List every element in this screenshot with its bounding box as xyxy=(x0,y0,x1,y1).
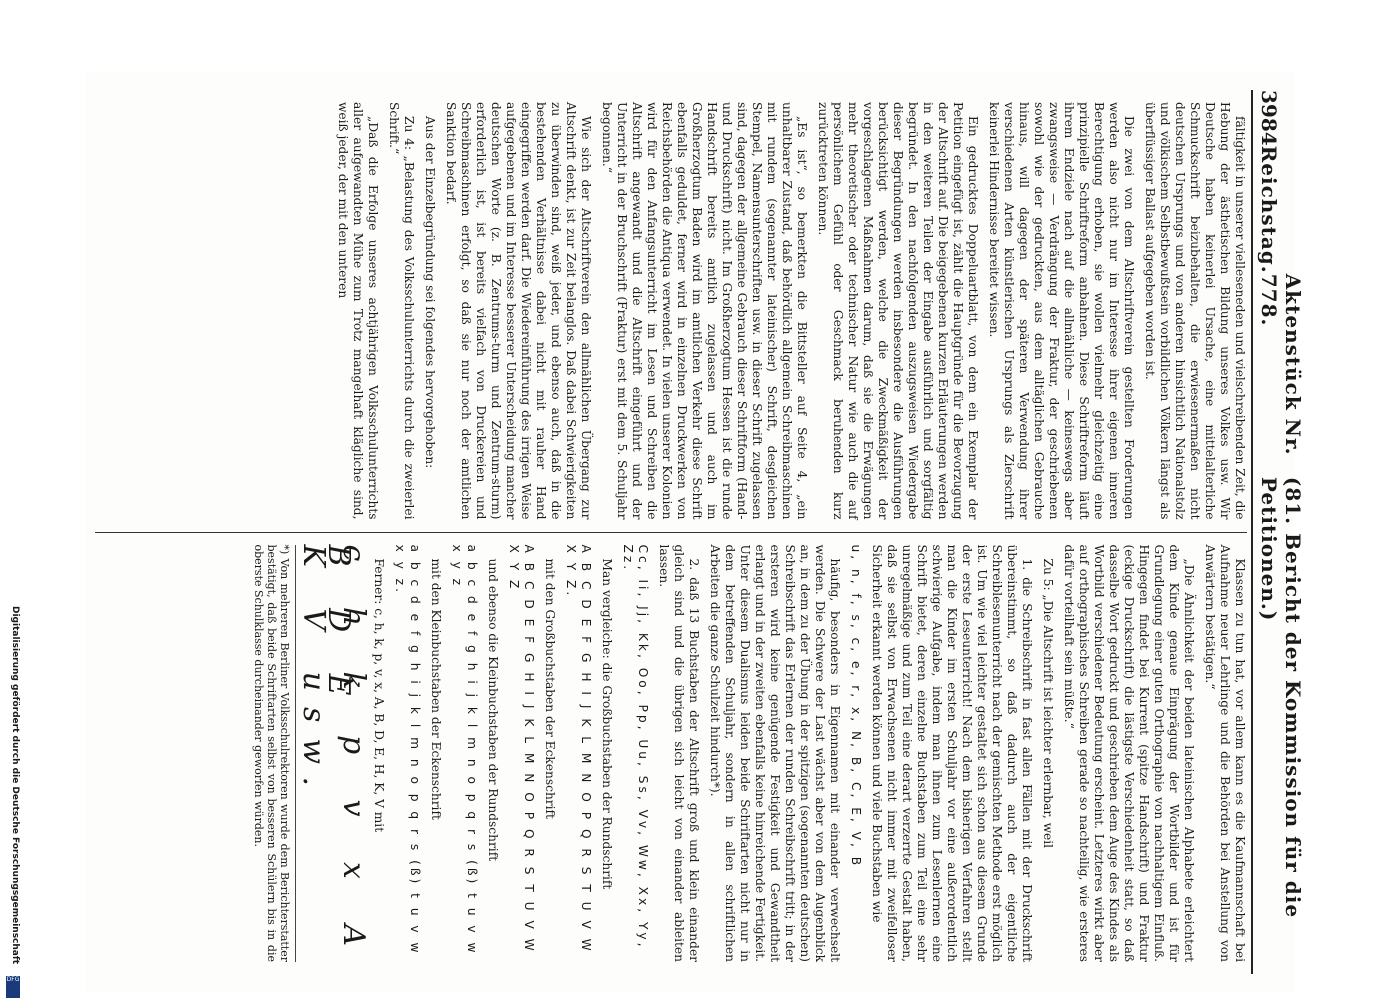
paragraph: Die zwei von dem Altschriftverein gestellten Forderungen werden also nicht nur im Interesse ihrer eigenen inneren Berechtigung erhoben, sie wollen vielmehr gleichzeitig eine prinzipielle Schriftreform anbahnen. Diese Schriftreform läuft ihrem Endziele nach auf die allmähliche — keineswegs aber zwangsweise — Verdrängung der Fraktur, der geschriebenen sowohl wie der gedruckten, aus dem alltäglichen Gebrauche hinaus, will dagegen der späteren Verwendung ihrer verschiedenen Arten künstlerischen Ursprungs als Zierschrift keinerlei Hindernisse bereitet wissen. xyxy=(987,102,1136,520)
paragraph: Aus der Einzelbegründung sei folgendes hervorgehoben: xyxy=(423,116,437,469)
alphabet-line: a b c d e f g h i j k l m n o p q r s (ß) t u v w x y z. xyxy=(393,544,422,956)
paragraph: Wie sich der Altschriftverein den allmählichen Übergang zur Altschrift denkt, ist zur Zeit belanglos. Daß dabei Schwierigkeiten zu überwinden sind, weiß jeder, und ebenso auch, daß in die bestehenden Verhältnisse dabei nicht mit rauher Hand eingegriffen werden darf. Die Wiedereinführung des irrigen Weise aufgegebenen und im Interesse besserer Unterscheidung mancher deutschen Worte (z. B. Zentrums-turm und Zentrum-sturm) erforderlich ist, ist bereits vielfach von Druckereien und Schreibmaschinen erfolgt, so daß sie nur noch der amtlichen Sanktion bedarf. xyxy=(444,102,593,520)
column-left xyxy=(95,90,1247,532)
letter-example: Cc, Ii, Jj, Kk, Oo, Pp, Uu, Ss, Vv, Ww, Xx, Yy, Zz. xyxy=(621,544,650,950)
paragraph: 1. die Schreibschrift in fast allen Fällen mit der Druckschrift übereinstimmt, so daß dadurch auch der eigentliche Schreiblesenunterricht nach der gemischten Methode erst möglich ist. Um wie viel leichter gestaltet sich schon aus diesem Grunde der erste Leseunterricht! Nach dem bisherigen Verfahren stellt man die Kinder im ersten Schuljahr vor eine außerordentlich schwierige Aufgabe, indem man ihnen zum Lesenlernen eine Schrift bietet, deren einzelne Buchstaben zum Teil eine sehr unregelmäßige und zum Teil eine derart verzerrte Gestalt haben, daß sie selbst von Erwachsenen nicht immer mit zweifelloser Sicherheit erkannt werden können und viele Buchstaben wie xyxy=(870,544,1034,962)
paragraph: fältigkeit in unserer vielleseneden und vielschreibenden Zeit, die Hebung der ästhetischen Bildung unseres Volkes usw. Wir Deutsche haben keinerlei Ursache, eine mittelalterliche Schmuckschrift beizubehalten, die erwiesenermaßen nicht deutschen Ursprungs und von anderen hinsichtlich Nationalstolz und völkischem Selbstbewußtsein vorbildlichen Völkern längst als überflüssiger Ballast aufgegeben worden ist. xyxy=(1143,102,1247,520)
attribution-text: Digitalisierung gefördert durch die Deutsche Forschungsgemeinschaft xyxy=(10,606,20,965)
paragraph: „Daß die Erfolge unseres achtjährigen Volksschulunterrichts aller aufgewandten Mühe zum Trotz mangelhaft klägliche sind, weiß jeder, der mit den unteren xyxy=(336,102,380,520)
column-right xyxy=(95,533,1247,975)
paragraph: „Die Ähnlichkeit der beiden lateinischen Alphabete erleichtert dem Kinde genaue Einprägung der Wortbilder und ist für Grundlegung einer guten Orthographie von nachhaltigem Einfluß. Hingegen findet bei Kurrent (spitze Handschrift) und Fraktur (eckige Druckschrift) die lästigste Verschiedenheit statt, so daß dasselbe Wort gedruckt und geschrieben dem Auge des Kindes als Wortbild verschiedener Bedeutung erscheint. Letzteres wirkt aber auf orthographisches Schreiben gerade so nachteilig, wie ersteres dafür vorteilhaft sein müßte.“ xyxy=(1062,544,1196,962)
header-left: Reichstag. xyxy=(1257,145,1281,274)
header-center: Aktenstück Nr. 778. xyxy=(1257,273,1305,456)
page-number: 3984 xyxy=(1257,90,1281,146)
dfg-logo: DFG xyxy=(6,976,20,998)
letter-example: u, n, f, s, c, e, r, x, N, B, C, E, V, B xyxy=(849,544,863,869)
paragraph: Zu 4: „Belastung des Volksschulunterrichts durch die zweierlei Schrift.“ xyxy=(387,102,416,520)
header-right: (81. Bericht der Kommission für die Petitionen.) xyxy=(1257,476,1305,919)
side-attribution xyxy=(2,606,26,996)
paragraph: 2. daß 13 Buchstaben der Altschrift groß und klein einander gleich sind und die übrigen sich leicht von einander ableiten lassen. xyxy=(657,544,701,962)
paragraph: mit den Großbuchstaben der Eckenschrift xyxy=(543,558,557,819)
alphabet-line: A B C D E F G H I J K L M N O P Q R S T U V W X Y Z. xyxy=(564,544,593,954)
paragraph: häufig, besonders in Eigennamen mit einander verwechselt werden. Die Schwere der Last wächst aber von dem Augenblick an, in dem zu der Übung in der spitzigen (sogenannten deutschen) Schreibschrift das Erlernen der runden Schreibschrift tritt; in der ersteren wird keine genügende Festigkeit und Gewandtheit erlangt und in der zweiten ebenfalls keine hinreichende Fertigkeit. Unter diesem Dualismus leiden beide Schriftarten nicht nur in dem betreffenden Schuljahr, sondern in allen schriftlichen Arbeiten die ganze Schulzeit hindurch*). xyxy=(708,544,842,962)
paragraph: Klassen zu tun hat, vor allem kann es die Kaufmannschaft bei Aufnahme neuer Lehrlinge und die Behörden bei Anstellung von Anwärtern bestätigen.“ xyxy=(1203,544,1247,962)
paragraph: „Es ist“, so bemerkten die Bittsteller auf Seite 4, „ein unhaltbarer Zustand, daß behördlich allgemein Schreibmaschinen mit rundem (sogenannter lateinischer) Schrift, desgleichen Stempel, Namensunterschriften usw. in dieser Schrift zugelassen sind, dagegen der allgemeine Gebrauch dieser Schriftform (Hand- und Druckschrift) nicht. Im Großherzogtum Hessen ist die runde Handschrift bereits amtlich zugelassen und auch im Großherzogtum Baden wird im amtlichen Verkehr diese Schrift ebenfalls geduldet, ferner wird in einzelnen Druckwerken von Reichsbehörden die Antiqua verwendet. In vielen unserer Kolonien wird für den Anfangsunterricht im Lesen und Schreiben die Altschrift angewandt und die Altschrift eingeführt und der Unterricht in der Bruchschrift (Fraktur) erst mit dem 5. Schuljahr begonnen.“ xyxy=(600,102,809,520)
script-letters: K V usw. xyxy=(296,544,331,803)
paragraph: mit den Kleinbuchstaben der Eckenschrift xyxy=(429,558,443,820)
paragraph: Zu 5: „Die Altschrift ist leichter erlernbar, weil xyxy=(1041,558,1055,849)
page-header xyxy=(1251,90,1305,974)
script-letters: c h k p v x A B D E xyxy=(321,544,371,962)
paragraph: Ein gedrucktes Doppeluartblatt, von dem ein Exemplar der Petition eingefügt ist, zählt die Hauptgründe für die Bevorzugung der Altschrift auf. Die beigegebenen kurzen Erläuterungen werden in den weiteren Teilen der Eingabe ausführlich und sorgfältig begründet. In den nachfolgenden auszugsweisen Wiedergabe dieser Begründungen werden insbesondere die Ausführungen berücksichtigt werden, welche die Zweckmäßigkeit der vorgeschlagenen Maßnahmen darum, daß sie die Erwägungen mehr theoretischer oder technischer Natur wie auch die auf persönlichem Gefühl oder Geschmack beruhenden kurz zurücktreten können. xyxy=(816,102,980,520)
document-page xyxy=(85,72,1305,992)
paragraph: und ebenso die Kleinbuchstaben der Rundschrift xyxy=(486,558,500,862)
footnote: *) Von mehreren Berliner Volksschulrektoren wurde dem Berichterstatter bestätigt, daß beide Schriftarten selbst von besseren Schülern bis in die oberste Schulklasse durcheinander geworfen würden. xyxy=(252,545,296,963)
alphabet-line: A B C D E F G H I J K L M N O P Q R S T U V W X Y Z xyxy=(507,544,536,954)
alphabet-line: a b c d e f g h i j k l m n o p q r s (ß) t u v w x y z xyxy=(450,544,479,956)
paragraph: Man vergleiche: die Großbuchstaben der Rundschrift xyxy=(600,558,614,890)
paragraph: Ferner: c, h, k, p, v, x, A, B, D, E, H, K, V mit xyxy=(372,558,386,833)
